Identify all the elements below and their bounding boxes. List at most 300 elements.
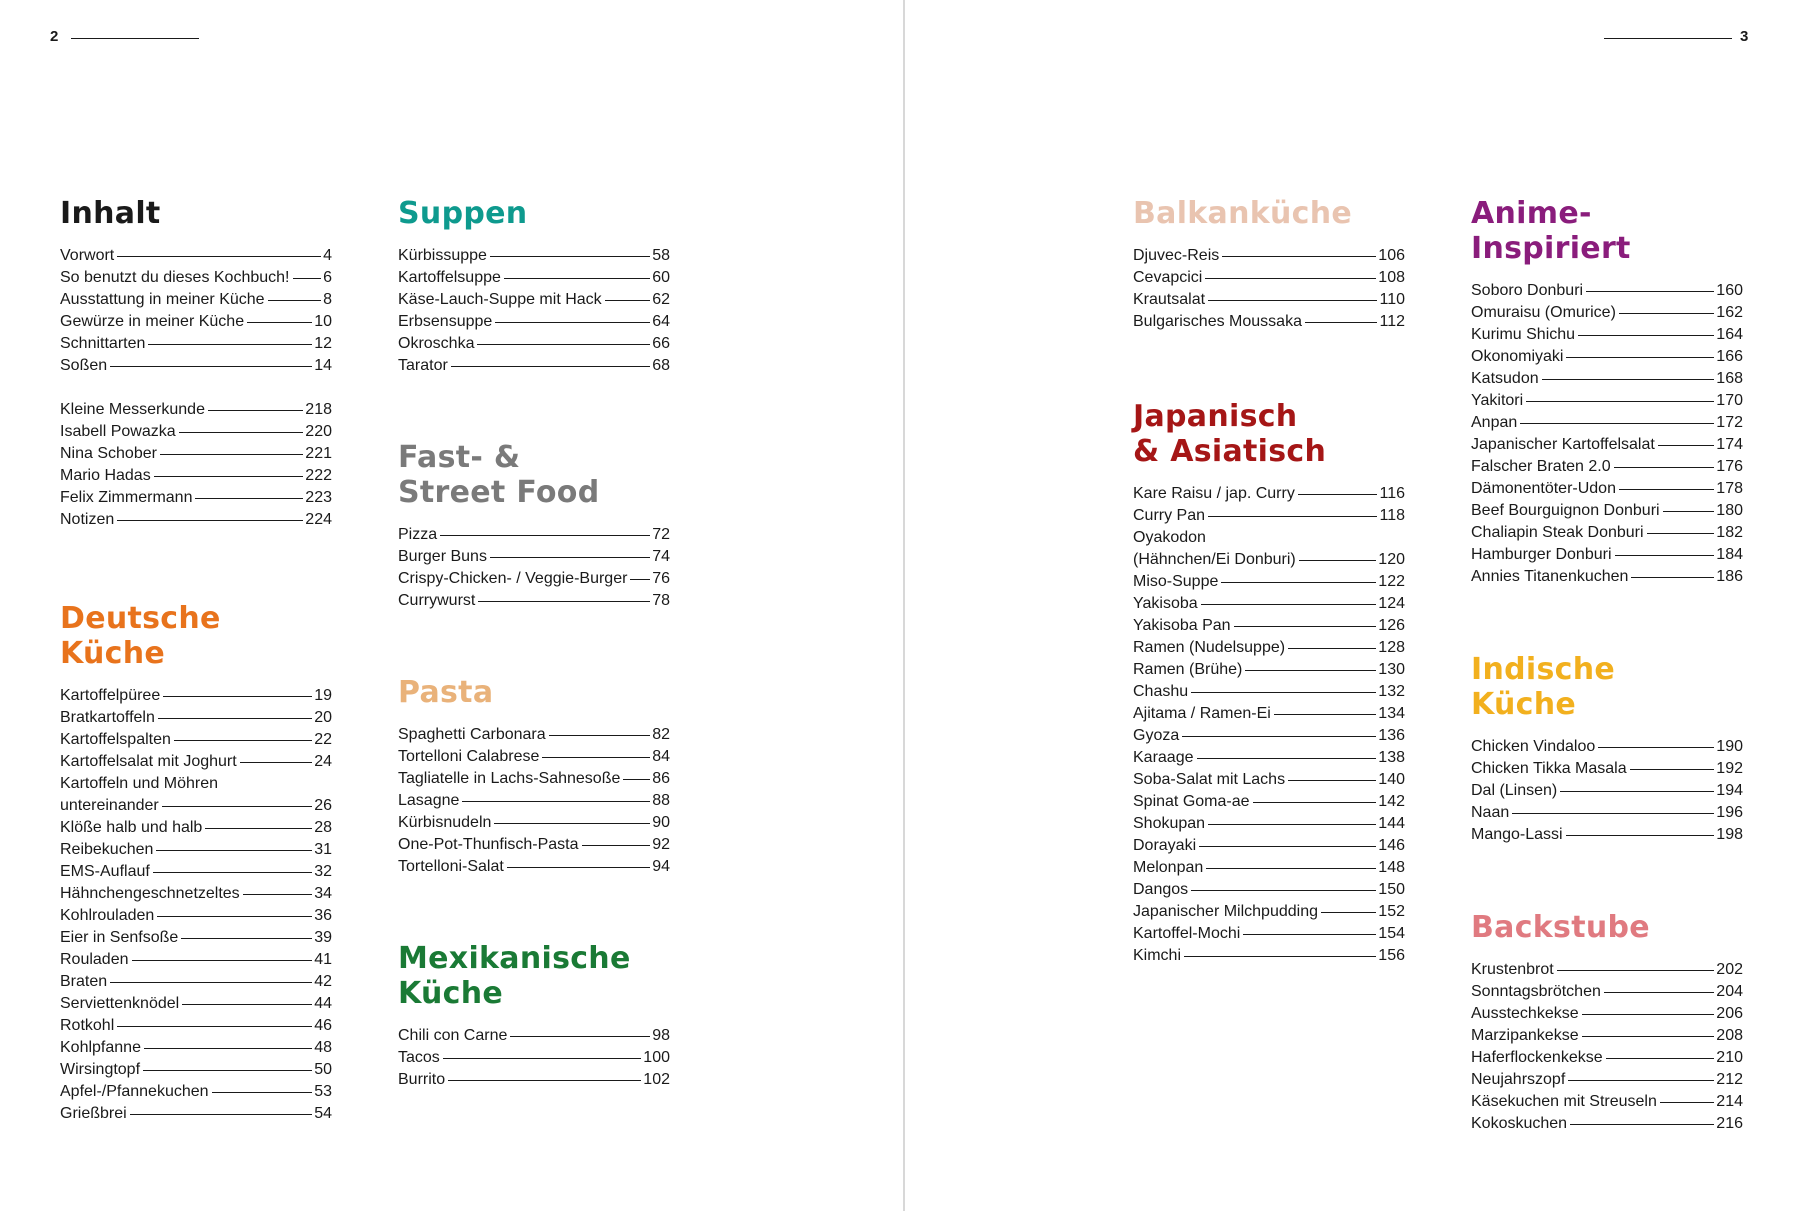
toc-entry[interactable]: [60, 509, 332, 531]
dot-leader: [143, 1070, 312, 1071]
dot-leader: [153, 872, 312, 873]
entry-name: Kurimu Shichu: [1471, 326, 1576, 343]
entry-page: 221: [305, 445, 332, 462]
dot-leader: [582, 845, 651, 846]
entry-page: 166: [1716, 348, 1743, 365]
toc-entry[interactable]: [1471, 1113, 1743, 1135]
entry-page: 134: [1378, 705, 1405, 722]
entry-list: [398, 524, 670, 612]
toc-entry[interactable]: [398, 590, 670, 612]
entry-name: Rouladen: [60, 951, 129, 968]
entry-name: Soba-Salat mit Lachs: [1133, 771, 1286, 788]
toc-entry[interactable]: [398, 245, 670, 267]
dot-leader: [130, 1114, 313, 1115]
dot-leader: [1631, 577, 1714, 578]
entry-name: Hamburger Donburi: [1471, 546, 1612, 563]
book-spine: [903, 0, 905, 1211]
toc-entry[interactable]: [398, 812, 670, 834]
dot-leader: [110, 366, 312, 367]
dot-leader: [542, 757, 650, 758]
entry-name: Apfel-/Pfannekuchen: [60, 1083, 209, 1100]
toc-entry[interactable]: [1133, 549, 1405, 571]
section-title-fastfood: [398, 440, 670, 510]
entry-page: 184: [1716, 546, 1743, 563]
toc-entry[interactable]: [60, 685, 332, 707]
entry-name: Currywurst: [398, 592, 476, 609]
dot-leader: [156, 850, 312, 851]
entry-page: 22: [314, 731, 332, 748]
toc-entry[interactable]: [1133, 615, 1405, 637]
dot-leader: [630, 579, 650, 580]
toc-entry[interactable]: [1471, 478, 1743, 500]
toc-column-1: [60, 196, 332, 1125]
toc-entry[interactable]: [1133, 637, 1405, 659]
dot-leader: [1222, 256, 1376, 257]
toc-entry[interactable]: [1471, 324, 1743, 346]
toc-entry[interactable]: [1471, 1091, 1743, 1113]
dot-leader: [1201, 604, 1377, 605]
entry-page: 170: [1716, 392, 1743, 409]
entry-page: 108: [1378, 269, 1405, 286]
toc-entry[interactable]: [1471, 959, 1743, 981]
title-line: Japanisch: [1133, 399, 1298, 434]
dot-leader: [507, 867, 650, 868]
toc-entry[interactable]: [398, 1025, 670, 1047]
toc-entry[interactable]: [60, 333, 332, 355]
toc-entry[interactable]: [60, 1059, 332, 1081]
entry-page: 224: [305, 511, 332, 528]
toc-entry[interactable]: [60, 817, 332, 839]
toc-entry[interactable]: [398, 724, 670, 746]
entry-page: 180: [1716, 502, 1743, 519]
dot-leader: [117, 520, 303, 521]
entry-page: 124: [1378, 595, 1405, 612]
toc-entry[interactable]: [1471, 1047, 1743, 1069]
entry-page: 4: [323, 247, 332, 264]
entry-page: 86: [652, 770, 670, 787]
entry-name: Naan: [1471, 804, 1510, 821]
entry-name: Serviettenknödel: [60, 995, 180, 1012]
entry-name: Tortelloni-Salat: [398, 858, 504, 875]
toc-entry[interactable]: [1471, 412, 1743, 434]
dot-leader: [1560, 791, 1714, 792]
entry-page: 214: [1716, 1093, 1743, 1110]
toc-entry[interactable]: [60, 949, 332, 971]
dot-leader: [1570, 1124, 1714, 1125]
entry-name: Okonomiyaki: [1471, 348, 1564, 365]
entry-name: Notizen: [60, 511, 115, 528]
toc-entry[interactable]: [1471, 346, 1743, 368]
entry-page: 178: [1716, 480, 1743, 497]
section-deutsch: [60, 601, 332, 1125]
toc-entry[interactable]: [60, 1037, 332, 1059]
dot-leader: [1321, 912, 1376, 913]
section-balkan: [1133, 196, 1405, 333]
entry-page: 208: [1716, 1027, 1743, 1044]
entry-page: 168: [1716, 370, 1743, 387]
entry-page: 46: [314, 1017, 332, 1034]
entry-name: Burrito: [398, 1071, 446, 1088]
section-fastfood: [398, 440, 670, 612]
entry-page: 48: [314, 1039, 332, 1056]
dot-leader: [1542, 379, 1715, 380]
entry-name: Katsudon: [1471, 370, 1539, 387]
toc-entry[interactable]: [1471, 802, 1743, 824]
toc-entry[interactable]: [60, 289, 332, 311]
toc-entry[interactable]: [1471, 758, 1743, 780]
toc-entry[interactable]: [398, 289, 670, 311]
dot-leader: [1253, 802, 1377, 803]
entry-page: 206: [1716, 1005, 1743, 1022]
dot-leader: [1615, 555, 1715, 556]
entry-name: Ajitama / Ramen-Ei: [1133, 705, 1271, 722]
entry-page: 120: [1378, 551, 1405, 568]
toc-entry[interactable]: [1133, 769, 1405, 791]
toc-entry[interactable]: [398, 746, 670, 768]
entry-page: 20: [314, 709, 332, 726]
toc-entry[interactable]: [60, 465, 332, 487]
entry-list: [1133, 245, 1405, 333]
toc-entry[interactable]: [1133, 289, 1405, 311]
section-backstube: [1471, 910, 1743, 1135]
toc-entry[interactable]: [1133, 245, 1405, 267]
entry-name: Krautsalat: [1133, 291, 1206, 308]
dot-leader: [510, 1036, 650, 1037]
entry-name: Chicken Tikka Masala: [1471, 760, 1627, 777]
entry-page: 76: [652, 570, 670, 587]
toc-entry[interactable]: [1471, 780, 1743, 802]
dot-leader: [478, 601, 650, 602]
toc-entry[interactable]: [398, 768, 670, 790]
entry-page: 112: [1379, 313, 1405, 330]
entry-page: 6: [323, 269, 332, 286]
toc-entry[interactable]: [1133, 505, 1405, 527]
spacer: [398, 878, 670, 941]
entry-name: Käsekuchen mit Streuseln: [1471, 1093, 1657, 1110]
toc-entry[interactable]: [398, 311, 670, 333]
dot-leader: [1274, 714, 1376, 715]
entry-name: Mario Hadas: [60, 467, 151, 484]
entry-name: Dangos: [1133, 881, 1189, 898]
toc-entry[interactable]: [1471, 368, 1743, 390]
title-line: Küche: [60, 636, 166, 671]
title-line: Inspiriert: [1471, 231, 1631, 266]
toc-entry[interactable]: [398, 1047, 670, 1069]
toc-entry[interactable]: [1471, 736, 1743, 758]
dot-leader: [1586, 291, 1714, 292]
entry-page: 102: [643, 1071, 670, 1088]
toc-entry[interactable]: [60, 839, 332, 861]
dot-leader: [181, 938, 312, 939]
toc-entry[interactable]: [398, 546, 670, 568]
entry-name: Neujahrszopf: [1471, 1071, 1566, 1088]
entry-page: 216: [1716, 1115, 1743, 1132]
toc-entry[interactable]: [1133, 857, 1405, 879]
page-number-left: 2: [50, 28, 59, 45]
entry-name: Kartoffelsalat mit Joghurt: [60, 753, 237, 770]
toc-entry[interactable]: [60, 399, 332, 421]
section-indisch: [1471, 652, 1743, 846]
entry-page: 204: [1716, 983, 1743, 1000]
entry-page: 160: [1716, 282, 1743, 299]
toc-entry[interactable]: [60, 751, 332, 773]
dot-leader: [1663, 511, 1715, 512]
entry-page: 212: [1716, 1071, 1743, 1088]
entry-name: Chashu: [1133, 683, 1189, 700]
toc-entry[interactable]: [1133, 813, 1405, 835]
entry-name: Chicken Vindaloo: [1471, 738, 1596, 755]
section-title-japanisch: [1133, 399, 1405, 469]
dot-leader: [1604, 992, 1714, 993]
dot-leader: [110, 982, 312, 983]
entry-page: 32: [314, 863, 332, 880]
entry-page: 58: [652, 247, 670, 264]
toc-entry[interactable]: [60, 1081, 332, 1103]
entry-name: Karaage: [1133, 749, 1194, 766]
entry-page: 106: [1378, 247, 1405, 264]
entry-name: Vorwort: [60, 247, 115, 264]
entry-page: 150: [1378, 881, 1405, 898]
entry-page: 44: [314, 995, 332, 1012]
toc-entry[interactable]: [398, 1069, 670, 1091]
toc-entry[interactable]: [398, 568, 670, 590]
entry-page: 19: [314, 687, 332, 704]
entry-page: 172: [1716, 414, 1743, 431]
toc-entry[interactable]: [60, 883, 332, 905]
entry-name: Crispy-Chicken- / Veggie-Burger: [398, 570, 628, 587]
entry-name: Burger Buns: [398, 548, 487, 565]
entry-list: [1471, 280, 1743, 588]
dot-leader: [1647, 533, 1715, 534]
entry-name: Pizza: [398, 526, 438, 543]
entry-name: Kürbisnudeln: [398, 814, 492, 831]
toc-entry[interactable]: [398, 355, 670, 377]
dot-leader: [160, 454, 303, 455]
title-line: Anime-: [1471, 196, 1592, 231]
toc-entry[interactable]: [1133, 571, 1405, 593]
toc-entry[interactable]: [1133, 267, 1405, 289]
entry-page: 154: [1378, 925, 1405, 942]
entry-page: 156: [1378, 947, 1405, 964]
dot-leader: [1208, 516, 1377, 517]
toc-column-4: [1471, 196, 1743, 1135]
entry-name: Melonpan: [1133, 859, 1204, 876]
toc-entry[interactable]: [1133, 311, 1405, 333]
entry-page: 182: [1716, 524, 1743, 541]
toc-entry[interactable]: [1133, 703, 1405, 725]
dot-leader: [443, 1058, 642, 1059]
section-title-balkan: Balkanküche: [1133, 196, 1353, 231]
toc-entry[interactable]: [398, 267, 670, 289]
entry-page: 88: [652, 792, 670, 809]
entry-page: 116: [1379, 485, 1405, 502]
toc-entry[interactable]: [60, 795, 332, 817]
entry-name: Kohlpfanne: [60, 1039, 141, 1056]
toc-entry[interactable]: [1471, 500, 1743, 522]
toc-entry[interactable]: [1133, 681, 1405, 703]
toc-entry[interactable]: [398, 524, 670, 546]
toc-entry[interactable]: [1133, 747, 1405, 769]
entry-page: 110: [1379, 291, 1405, 308]
dot-leader: [1234, 626, 1377, 627]
entry-page: 66: [652, 335, 670, 352]
toc-entry[interactable]: [1471, 456, 1743, 478]
dot-leader: [490, 256, 650, 257]
toc-entry[interactable]: [60, 707, 332, 729]
toc-entry[interactable]: [60, 971, 332, 993]
entry-page: 98: [652, 1027, 670, 1044]
entry-name: Ausstechkekse: [1471, 1005, 1579, 1022]
toc-entry[interactable]: [398, 790, 670, 812]
entry-page: 186: [1716, 568, 1743, 585]
entry-page: 42: [314, 973, 332, 990]
toc-entry[interactable]: [60, 1103, 332, 1125]
title-line: Deutsche: [60, 601, 221, 636]
entry-name: Kartoffel-Mochi: [1133, 925, 1241, 942]
entry-name: Ausstattung in meiner Küche: [60, 291, 265, 308]
dot-leader: [174, 740, 312, 741]
dot-leader: [1199, 846, 1376, 847]
toc-entry[interactable]: [1471, 1025, 1743, 1047]
toc-entry[interactable]: [1133, 483, 1405, 505]
dot-leader: [451, 366, 650, 367]
entry-page: 8: [323, 291, 332, 308]
toc-entry[interactable]: [1471, 280, 1743, 302]
spacer: [60, 377, 332, 399]
dot-leader: [623, 779, 650, 780]
toc-entry[interactable]: [60, 927, 332, 949]
entry-page: 174: [1716, 436, 1743, 453]
dot-leader: [1582, 1036, 1715, 1037]
spacer: [1471, 588, 1743, 652]
entry-name: Mango-Lassi: [1471, 826, 1563, 843]
entry-name: Eier in Senfsoße: [60, 929, 179, 946]
toc-entry[interactable]: [1471, 302, 1743, 324]
toc-entry[interactable]: [398, 834, 670, 856]
section-title-pasta: Pasta: [398, 675, 494, 710]
toc-entry[interactable]: [60, 311, 332, 333]
section-anime: [1471, 196, 1743, 588]
title-line: Küche: [1471, 687, 1577, 722]
section-title-indisch: [1471, 652, 1743, 722]
toc-entry[interactable]: [1471, 522, 1743, 544]
toc-entry[interactable]: [60, 355, 332, 377]
entry-page: 192: [1716, 760, 1743, 777]
toc-entry[interactable]: [1133, 879, 1405, 901]
entry-name: Spinat Goma-ae: [1133, 793, 1250, 810]
entry-list: [398, 1025, 670, 1091]
entry-name: Käse-Lauch-Suppe mit Hack: [398, 291, 602, 308]
entry-name: Tagliatelle in Lachs-Sahnesoße: [398, 770, 621, 787]
toc-entry[interactable]: [1133, 901, 1405, 923]
spacer: [1471, 846, 1743, 910]
toc-entry[interactable]: [60, 245, 332, 267]
toc-entry[interactable]: [1471, 390, 1743, 412]
entry-name: Chili con Carne: [398, 1027, 508, 1044]
toc-entry[interactable]: [1133, 725, 1405, 747]
dot-leader: [1298, 494, 1378, 495]
dot-leader: [440, 535, 650, 536]
entry-page: 84: [652, 748, 670, 765]
entry-page: 41: [314, 951, 332, 968]
dot-leader: [1205, 278, 1376, 279]
entry-page: 122: [1378, 573, 1405, 590]
entry-name: Chaliapin Steak Donburi: [1471, 524, 1644, 541]
entry-name: Kleine Messerkunde: [60, 401, 205, 418]
dot-leader: [1245, 670, 1376, 671]
toc-entry[interactable]: [1133, 923, 1405, 945]
entry-page: 128: [1378, 639, 1405, 656]
toc-entry[interactable]: [1471, 981, 1743, 1003]
dot-leader: [293, 278, 322, 279]
toc-entry[interactable]: [1133, 593, 1405, 615]
title-line: & Asiatisch: [1133, 434, 1327, 469]
entry-name: Yakitori: [1471, 392, 1524, 409]
entry-page: 54: [314, 1105, 332, 1122]
toc-entry[interactable]: [398, 856, 670, 878]
toc-entry[interactable]: [1471, 1069, 1743, 1091]
toc-entry[interactable]: [1471, 1003, 1743, 1025]
entry-page: 162: [1716, 304, 1743, 321]
dot-leader: [1520, 423, 1714, 424]
dot-leader: [1568, 1080, 1714, 1081]
toc-entry[interactable]: [60, 905, 332, 927]
toc-entry[interactable]: [60, 861, 332, 883]
toc-entry[interactable]: [1471, 434, 1743, 456]
toc-entry[interactable]: [1133, 835, 1405, 857]
dot-leader: [1191, 890, 1376, 891]
dot-leader: [549, 735, 651, 736]
entry-page: 222: [305, 467, 332, 484]
entry-page: 202: [1716, 961, 1743, 978]
dot-leader: [1658, 445, 1714, 446]
toc-entry[interactable]: [60, 729, 332, 751]
toc-entry[interactable]: [398, 333, 670, 355]
toc-entry[interactable]: [60, 487, 332, 509]
toc-entry[interactable]: [1471, 544, 1743, 566]
dot-leader: [195, 498, 303, 499]
entry-name: Hähnchengeschnetzeltes: [60, 885, 240, 902]
entry-name: Kohlrouladen: [60, 907, 155, 924]
toc-entry[interactable]: [60, 993, 332, 1015]
toc-entry[interactable]: [1133, 791, 1405, 813]
toc-entry[interactable]: [60, 1015, 332, 1037]
dot-leader: [1184, 956, 1376, 957]
entry-name: Cevapcici: [1133, 269, 1203, 286]
entry-name: Rotkohl: [60, 1017, 115, 1034]
entry-name: Bratkartoffeln: [60, 709, 155, 726]
entry-page: 144: [1378, 815, 1405, 832]
title-line: Küche: [398, 976, 504, 1011]
entry-name: Tortelloni Calabrese: [398, 748, 540, 765]
toc-entry[interactable]: [1133, 659, 1405, 681]
entry-page: 130: [1378, 661, 1405, 678]
section-title-mexikanisch: [398, 941, 670, 1011]
toc-entry[interactable]: [1471, 824, 1743, 846]
entry-name: Dorayaki: [1133, 837, 1197, 854]
toc-entry[interactable]: [60, 443, 332, 465]
entry-name: Anpan: [1471, 414, 1518, 431]
entry-page: 100: [643, 1049, 670, 1066]
entry-page: 92: [652, 836, 670, 853]
toc-entry[interactable]: [1133, 945, 1405, 967]
entry-name: Soßen: [60, 357, 108, 374]
toc-entry[interactable]: [1471, 566, 1743, 588]
toc-entry[interactable]: [60, 267, 332, 289]
toc-entry[interactable]: [60, 421, 332, 443]
spacer: [398, 612, 670, 675]
entry-name: Yakisoba: [1133, 595, 1198, 612]
